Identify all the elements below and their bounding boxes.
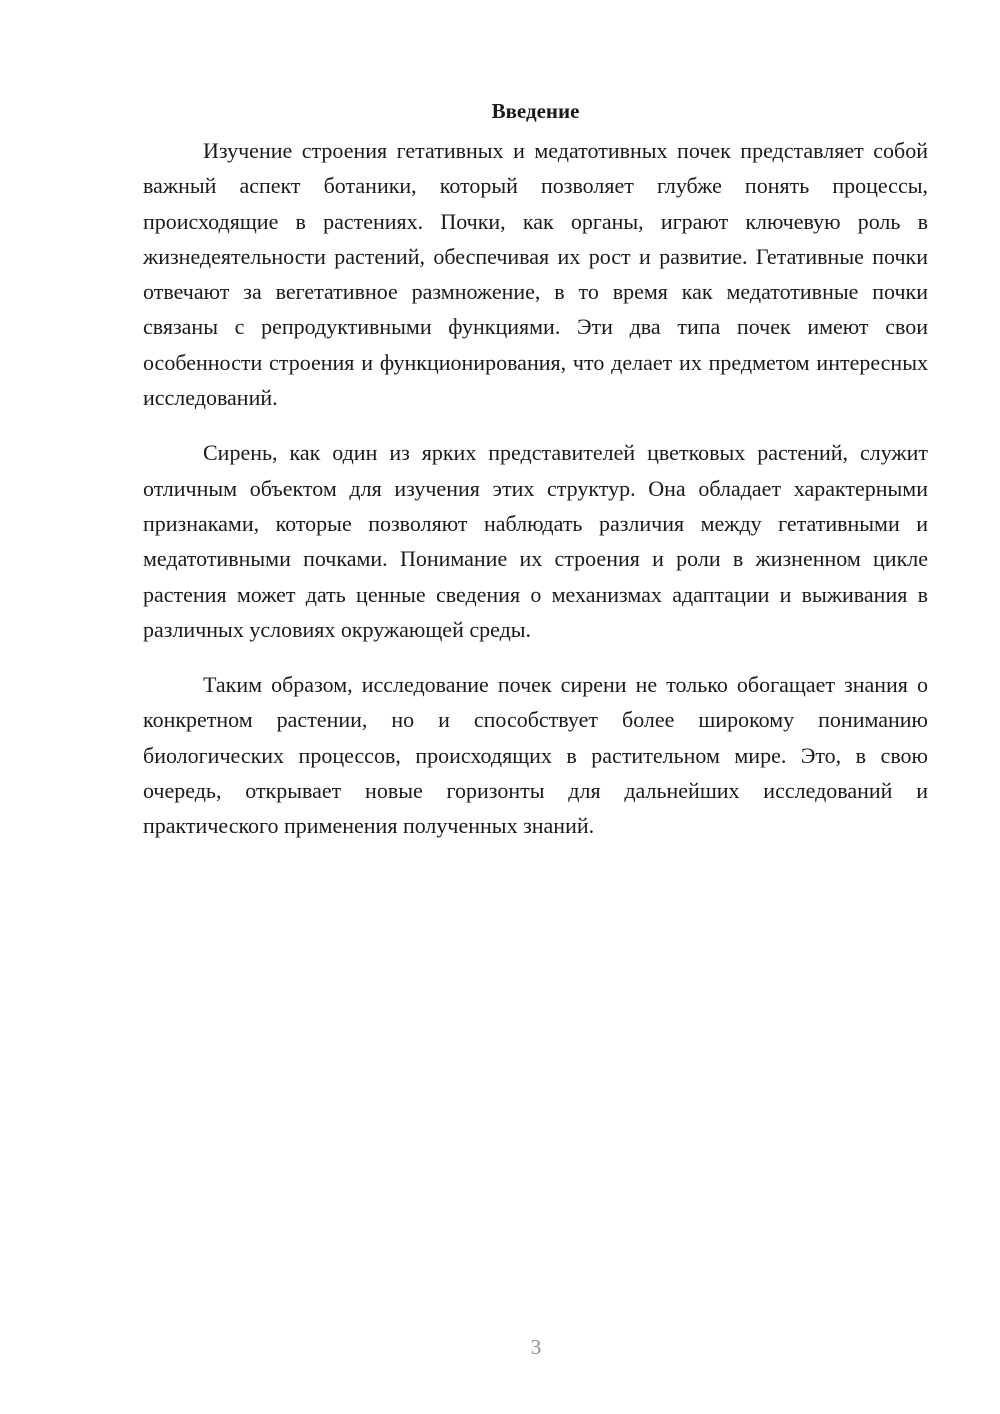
- page-number: 3: [530, 1335, 542, 1359]
- paragraph-1: Изучение строения гетативных и медатотивных почек представляет собой важный аспект ботаники, который позволяет глубже понять процессы, происходящие в растениях. Почки, как органы, играют ключевую роль в жизнедеятельности растений, обеспечивая их рост и развитие. Гетативные почки отвечают за вегетативное размножение, в то время как медатотивные почки связаны с репродуктивными функциями. Эти два типа почек имеют свои особенности строения и функционирования, что делает их предметом интересных исследований.: [143, 138, 928, 411]
- section-title: Введение: [491, 99, 580, 123]
- page-content: [143, 96, 928, 864]
- paragraph-2: Сирень, как один из ярких представителей цветковых растений, служит отличным объектом для изучения этих структур. Она обладает характерными признаками, которые позволяют наблюдать различия между гетативными и медатотивными почками. Понимание их строения и роли в жизненном цикле растения может дать ценные сведения о механизмах адаптации и выживания в различных условиях окружающей среды.: [143, 440, 928, 642]
- paragraph-3: Таким образом, исследование почек сирени не только обогащает знания о конкретном растении, но и способствует более широкому пониманию биологических процессов, происходящих в растительном мире. Это, в свою очередь, открывает новые горизонты для дальнейших исследований и практического применения полученных знаний.: [143, 672, 928, 839]
